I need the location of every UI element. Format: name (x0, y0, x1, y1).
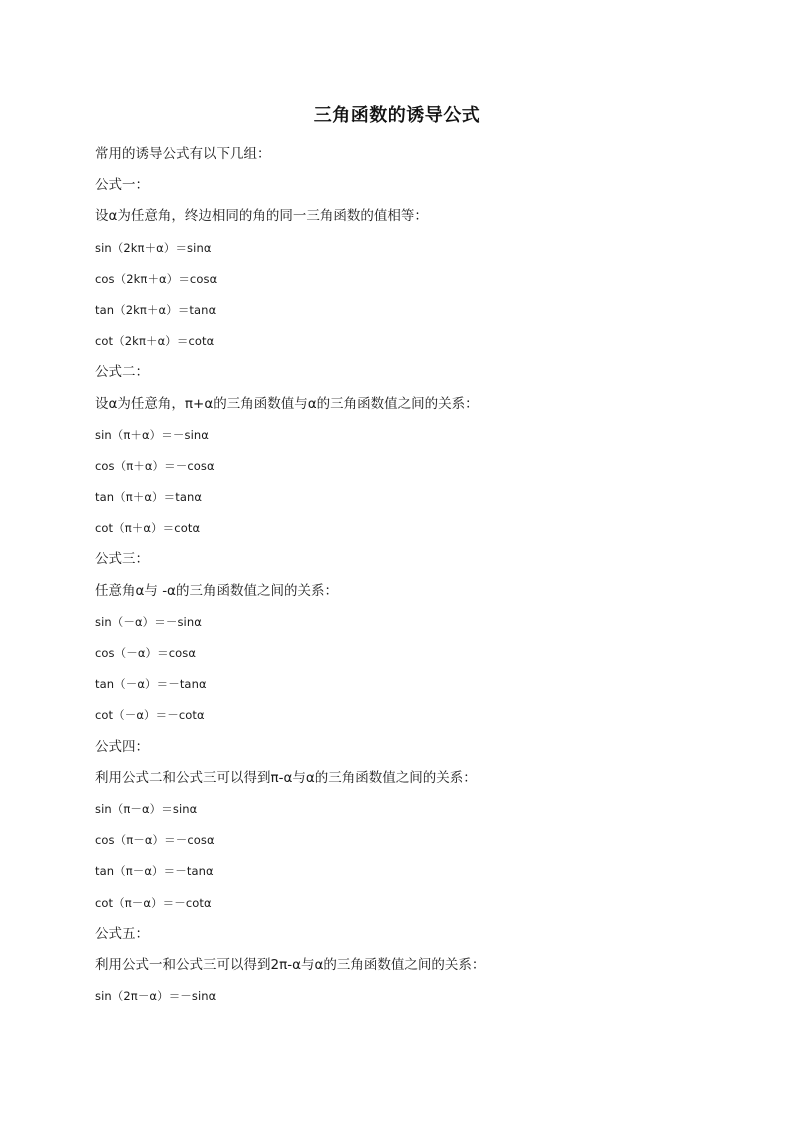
formula-line: cos（π－α）＝－cosα (95, 833, 215, 848)
formula-line: tan（π－α）＝－tanα (95, 864, 214, 879)
paragraph-text: 设α为任意角，π+α的三角函数值与α的三角函数值之间的关系： (95, 395, 479, 412)
document-body (95, 145, 715, 1018)
formula-line: tan（π＋α）＝tanα (95, 490, 203, 505)
paragraph-text: 利用公式一和公式三可以得到2π-α与α的三角函数值之间的关系： (95, 956, 486, 973)
formula-line: sin（－α）＝－sinα (95, 614, 202, 629)
formula-line: sin（2kπ＋α）＝sinα (95, 240, 212, 255)
formula-line: cos（2kπ＋α）＝cosα (95, 271, 218, 286)
section-heading: 公式四： (95, 738, 149, 755)
formula-line: cos（π＋α）＝－cosα (95, 458, 215, 473)
formula-line: cot（2kπ＋α）＝cotα (95, 334, 215, 349)
page-title: 三角函数的诱导公式 (313, 105, 481, 126)
section-heading: 公式二： (95, 364, 149, 381)
formula-line: cos（－α）＝cosα (95, 646, 197, 660)
formula-line: cot（π－α）＝－cotα (95, 895, 212, 910)
formula-line: cot（π＋α）＝cotα (95, 521, 201, 536)
formula-line: cot（－α）＝－cotα (95, 708, 205, 723)
formula-line: tan（－α）＝－tanα (95, 677, 207, 692)
section-heading: 公式一： (95, 177, 149, 194)
paragraph-text: 设α为任意角，终边相同的角的同一三角函数的值相等： (95, 208, 428, 225)
formula-line: sin（2π－α）＝－sinα (95, 989, 217, 1004)
paragraph-text: 任意角α与 -α的三角函数值之间的关系： (95, 582, 338, 599)
section-heading: 公式五： (95, 925, 149, 942)
section-heading: 公式三： (95, 551, 149, 568)
paragraph-text: 常用的诱导公式有以下几组： (95, 146, 271, 162)
formula-line: sin（π－α）＝sinα (95, 801, 198, 816)
formula-line: tan（2kπ＋α）＝tanα (95, 302, 217, 317)
formula-line: sin（π＋α）＝－sinα (95, 427, 209, 442)
paragraph-text: 利用公式二和公式三可以得到π-α与α的三角函数值之间的关系： (95, 769, 477, 786)
